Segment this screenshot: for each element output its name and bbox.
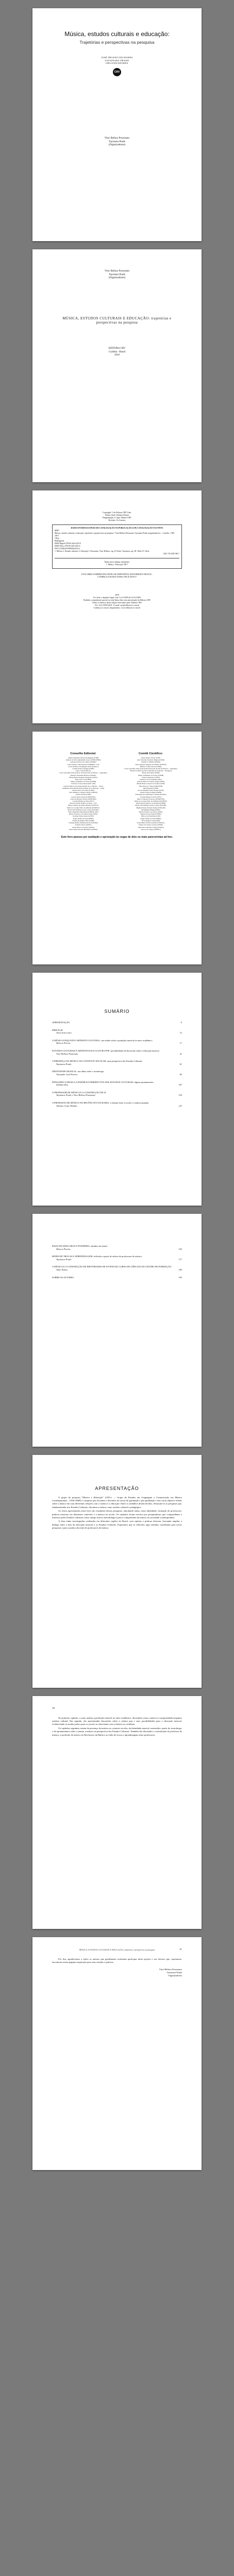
presentation-text: [52, 1496, 182, 1530]
publisher-year: 2019: [114, 354, 120, 357]
editorial-member: Maria de Lourdes Pinto de Almeida (UNOESC): [66, 806, 100, 809]
scientific-member: Silvia Regina Canan (URI): [141, 819, 160, 822]
scientific-member: Nilson José Machado (USP): [141, 815, 161, 818]
editorial-member: Paulo Romualdo Hernandes (UNIFAL-MG): [68, 811, 98, 814]
index-heading: Índice para catálogo sistemático: [104, 561, 130, 563]
editorial-council-title: Conselho Editorial:: [70, 752, 96, 755]
scientific-member: Altair Alberto Fávero (UPF): [141, 757, 161, 759]
summary-entry[interactable]: [52, 1070, 182, 1076]
copyright-line: Revisão: Os Autores: [108, 519, 126, 521]
scientific-member: Suzana dos Santos Gomes (UFMG): [138, 824, 163, 826]
summary-entry-page: 129: [178, 1094, 182, 1097]
summary-entry-page: 185: [178, 1268, 182, 1271]
summary-entry-title: SOBRE OS AUTORES: [52, 1276, 74, 1279]
summary-entry-title: PENSANDO A MÚSICA A PARTIR DA PERSPECTIVA DOS ESTUDOS CULTURAIS: alguns apontamentos: [52, 1080, 154, 1083]
scientific-member: Mônica Pereira dos Santos (UFRJ): [139, 811, 163, 814]
cover-author-short: Taysinara Prado: [108, 140, 126, 143]
summary-entry[interactable]: [52, 1039, 182, 1045]
cip-line: Bibliografia: [55, 540, 64, 542]
signature-line: Organizadores: [168, 1974, 182, 1977]
book-subtitle: Trajetórias e perspectivas na pesquisa: [79, 40, 155, 45]
editorial-council-list: [52, 757, 114, 831]
summary-entry-author: Adriano Cezar Mendes: [56, 1104, 77, 1107]
address-line: Foi feito o depósito legal conf. Lei 10.994 de 14/12/2004: [93, 596, 141, 599]
scientific-member: Najela Tavares Ujiie (UTFPR): [140, 813, 161, 816]
digital-notice: [52, 573, 182, 578]
cip-line: ISBN Físico 978-85-444-3223-6: [55, 545, 80, 547]
scientific-member: Andréia N. Militão (UEMS): [141, 761, 161, 764]
summary-entry-author: Taysinara Prado: [56, 1062, 72, 1065]
scientific-member: José de Ribamar Sousa Pereira (UCB): [138, 789, 164, 792]
summary-entry-author: Marcos Pereira: [56, 1042, 71, 1045]
editorial-member: Eduardo Fernandes Barbosa (UFMG): [70, 774, 96, 776]
summary-entry-title: ESTUDOS CULTURAIS E ARTEFATOS DA CULTURA POP: possibilidades de discussão sobre a educação musical: [52, 1049, 159, 1052]
editorial-member: Carlos Alberto Vilar Estêvão (UMINHO – PT): [67, 763, 99, 766]
editorial-member: Elione Maria Nogueira Diogenes (UFAL): [69, 776, 98, 778]
presentation-paragraph: A obra reúne investigações realizadas em diferentes regiões do Brasil, com sujeitos e práticas diversas, buscando ampliar o diálogo entre a área da educação musical e os Estudos Culturais. Esperamos que as reflexões aqui reunidas contribuam para novas pesquisas e para a prática docente de professores de música.: [52, 1520, 182, 1529]
summary-entry-author: Vitor Bellaca Pezzonato: [56, 1052, 78, 1055]
scientific-committee-title: Comitê Científico:: [138, 752, 163, 755]
scientific-member: Vânia Alves Martins Chaigar (FURG): [138, 826, 164, 828]
page-copyright: [32, 490, 202, 723]
scientific-member: Vera Lucia Gaspar (UDESC): [141, 828, 161, 831]
summary-title: SUMÁRIO: [104, 1009, 130, 1014]
digital-notice-line: ESTA OBRA TAMBÉM ENCONTRA-SE DISPONÍVEL EM FORMATO DIGITAL.: [81, 573, 153, 575]
editorial-member: Jailson Alves dos Santos (UFRJ): [72, 789, 95, 792]
editorial-member: Élsio José Corá (UFFS): [75, 778, 92, 781]
scientific-committee-list: [120, 757, 182, 831]
scientific-member: Diosnel Centurion (Univ Autónoma de Asunción – Paraguai): [130, 770, 172, 772]
scientific-member: Anna Augusta Sampaio de Oliveira (UNESP): [135, 763, 166, 766]
title-page-author: Taysinara Prado: [108, 273, 126, 276]
summary-entry[interactable]: [52, 1081, 182, 1087]
cip-line: 1. Música 2. Estudos culturais 3. Educação I. Pezzonato, Vitor Bellaca. org. II. Prado, Taysinara. org. III. Título IV. Série.: [55, 550, 150, 552]
scientific-member: Helder Buenos Aires de Carvalho (UFPI): [137, 783, 165, 785]
page-summary: [32, 973, 202, 1206]
scientific-member: Eliane Rose Maio (UEM): [142, 772, 160, 774]
scientific-member: Francisco Ari de Andrade (UFC): [139, 778, 162, 781]
cip-line: 198 p.: [55, 537, 60, 539]
editorial-member: Carmen Tereza Velanga (UNIR): [72, 768, 94, 770]
summary-entry-author: Marcos Pereira: [56, 1247, 71, 1250]
summary-entry[interactable]: [52, 1276, 182, 1279]
summary-entry-title: PREFÁCIO: [52, 1028, 63, 1031]
cip-line: ISBN Digital 978-85-444-3219-9: [55, 543, 81, 545]
page-presentation-2: [32, 1696, 202, 1929]
title-page-author: (Organizadores): [108, 277, 126, 279]
presentation-signature: [52, 1968, 182, 1977]
scientific-member: Lourdes Helena da Silva (UFV): [140, 795, 162, 798]
presentation-paragraph: Os textos apresentados neste livro são resultados dessas pesquisas, abordando temas como identidade, formação de professores, práticas musicais em diferentes contextos e a música na escola. Os capítulos foram escritos por pesquisadores que compartilham o interesse pelos Estudos Culturais como campo teórico-metodológico para a compreensão da música na sociedade contemporânea.: [52, 1510, 182, 1519]
summary-entry[interactable]: [52, 1101, 182, 1107]
publisher-city: Curitiba - Brasil: [108, 350, 126, 353]
presentation-paragraph: Por fim, agradecemos a todos os autores que gentilmente aceitaram participar deste projeto e aos leitores que, esperamos, encontrem nestas páginas inspiração para seus estudos e práticas.: [52, 1958, 182, 1964]
summary-entry[interactable]: [52, 1265, 182, 1271]
scientific-member: Fauston Negreiros (UFPI): [142, 776, 160, 778]
scientific-member: Ana Chrystina Venancio Mignot (UERJ): [137, 759, 165, 761]
editorial-member: Aldira Guimarães Duarte Domínguez (UNB): [68, 757, 99, 759]
summary-entry-page: 195: [178, 1276, 182, 1279]
editorial-member: Cesar Gerónimo Tello (Univer. Nacional Três de Febrero – Argentina): [59, 772, 107, 774]
book-title: Música, estudos culturais e educação:: [64, 30, 170, 38]
summary-entry-title: BAILE DE MÁSCARAS E PANDEMIA: atitudes em ensaio: [52, 1245, 108, 1247]
summary-entry[interactable]: [52, 1060, 182, 1065]
summary-entry-title: A PRESENÇA DA MÚSICA NO CONTEXTO ESCOLAR: uma perspectiva dos Estudos Culturais: [52, 1060, 142, 1063]
editorial-member: Tadeu Oliver Gonçalves (UFPA): [72, 826, 95, 828]
page-presentation-1: [32, 1455, 202, 1688]
summary-entry-title: A MÚSICA E A CONSTRUÇÃO DE IDENTIDADES DE JOVENS DO CURSO DE CIÊNCIAS DO CENTRO DE FORMAÇÃO: [52, 1265, 172, 1268]
scientific-member: Barbara Coelho Neves (UFBA): [140, 765, 162, 768]
copyright-line: Editor-chefe: Railson Moura: [105, 514, 129, 516]
digital-notice-line: CONHEÇA E BAIXE NOSSO APLICATIVO!: [97, 575, 137, 578]
editorial-member: Maria Cristina dos Santos Bezerra (UFSCar): [68, 804, 99, 807]
scientific-member: Maria Lília Imbiriba Sousa Colares (UFOPA): [135, 804, 166, 807]
signature-line: Vitor Bellaca Pezzonato: [159, 1968, 182, 1971]
editorial-member: Lourdes Helena da Silva (UFV): [72, 800, 94, 803]
cip-line: Música, estudos culturais e educação: trajetórias e perspectivas na pesquisa / Vitor Bellaca Pezzonato, Taysinara Prado (organizadores). – Curitiba : CRV, 2019.: [55, 532, 175, 537]
editorial-council: [52, 752, 114, 831]
summary-entry[interactable]: [52, 1091, 182, 1097]
editorial-member: Guillermo Arias Beatón (Universidade de La Havana – Cuba): [62, 787, 105, 789]
summary-entry-title: O PROFESSOR DE MÚSICA E A CONSTRUÇÃO DE SI: [52, 1091, 106, 1094]
presentation-paragraph: O grupo de pesquisa "Música e Educação" (GECe — Grupo de Estudos em Linguagem e Comunicação em Música Contemporânea – UNICAMP) é composto por docentes e discentes de cursos de graduação e pós-graduação e tem como objetivo refletir sobre a música em suas diferentes relações com a cultura e a educação. Entre os trabalhos desenvolvidos, destacam-se as pesquisas que, fundamentadas nos Estudos Culturais, discutem a música como artefato cultural e pedagógico.: [52, 1496, 182, 1509]
editorial-member: Celso Conti (UFSCar): [75, 770, 91, 772]
scientific-member: Cesar Gerónimo Tello (Universidad Nacional de Três de Febrero – Argentina): [124, 768, 177, 770]
presentation-paragraph: Os capítulos seguintes tratam da presença da música no contexto escolar, da identidade musical construída a partir do tecnobrega, e de apontamentos sobre o pensar a música na perspectiva dos Estudos Culturais. Também são discutidos a constituição do professor de música, a profissão de músico no Recôncavo da Bahia e as redes de trocas e aprendizagens entre professores.: [52, 1727, 182, 1736]
page-number: 11: [179, 1948, 182, 1951]
editorial-member: Sérgio Nunes de Jesus (IFRO): [73, 817, 94, 820]
scientific-member: Sonia Maria Ferreira Koehler (UNISAL): [137, 822, 165, 824]
scientific-member: Elizeu Clementino de Souza (UNEB): [138, 774, 164, 776]
signature-line: Taysinara Prado: [166, 1971, 182, 1974]
editorial-member: Andréia da Silva Quintanilha Sousa (UNIR/UFRN): [65, 759, 101, 761]
editorial-member: Maria Lília Imbiriba Sousa Colares (UFOPA): [68, 808, 99, 811]
summary-entry[interactable]: [52, 1255, 182, 1261]
scientific-member: Inês Bragança (UERJ): [143, 787, 159, 789]
summary-entry-page: 85: [179, 1073, 182, 1076]
copyright-line: Diagramação e Capa: Editora CRV: [102, 516, 132, 519]
editorial-member: Francisco Carlos Duarte (PUC-PR): [71, 783, 95, 785]
summary-entry-page: 61: [179, 1062, 182, 1065]
scientific-member: Maria Eurácia Barreto de Andrade (UFRB): [136, 802, 166, 805]
editorial-member: Rodrigo Pratte-Santos (UFES): [73, 815, 94, 818]
editorial-member: Leonel Severo Rocha (UNISINOS): [71, 795, 95, 798]
summary-entry-author: Aline Santos: [56, 1268, 68, 1271]
summary-entry-page: 165: [178, 1247, 182, 1250]
publisher-name: EDITORA CRV: [108, 347, 126, 350]
editorial-member: Tania Suely Azevedo Brasileiro (UFOPA): [69, 828, 98, 831]
page-councils: [32, 732, 202, 964]
cip-heading: DADOS INTERNACIONAIS DE CATALOGAÇÃO NA PUBLICAÇÃO (CIP) CATALOGAÇÃO NA FONTE: [71, 527, 163, 529]
summary-entry-title: A MÚSICA ENQUANTO ARTEFATO CULTURAL: um estudo sobre a produção musical no meio acadêmico: [52, 1039, 153, 1042]
address-line: Proibida a reprodução parcial ou total desta obra sem autorização da Editora CRV: [83, 599, 151, 601]
summary-entry-title: IDENTIDADE MUSICAL: um olhar sobre o tecnobrega: [52, 1070, 104, 1073]
cover-author-line: TAYSINARA PRADO: [105, 59, 129, 62]
editorial-member: João Adalberto Campato Junior (UNESP): [69, 791, 98, 794]
editorial-member: Antônio Pereira Gaio Júnior (UFRRJ): [70, 761, 96, 764]
page-summary-continued: [32, 1214, 202, 1447]
cover-author-line: ORGANIZADORES: [106, 62, 128, 64]
publisher-logo: CRV: [113, 68, 121, 76]
inner-title: MÚSICA, ESTUDOS CULTURAIS E EDUCAÇÃO: trajetórias e perspectivas na pesquisa: [62, 316, 172, 325]
copyright-line: Copyright © da Editora CRV Ltda.: [103, 511, 131, 514]
presentation-text: [52, 1717, 182, 1737]
editorial-member: Josania Portela (UFPI): [75, 793, 91, 796]
summary-entry-page: 147: [178, 1104, 182, 1107]
summary-entry-author: Taysinara Prado: [56, 1258, 72, 1261]
summary-entry-author: Alexandre José Pereira: [56, 1073, 78, 1076]
editorial-member: Renato Francisco dos Santos Paula (UFG): [69, 813, 98, 816]
summary-entry-author: Zuleika Silva: [56, 1083, 69, 1087]
page-number: 10: [52, 1707, 55, 1710]
summary-entry[interactable]: [52, 1049, 182, 1055]
summary-entry-page: 13: [179, 1031, 182, 1035]
summary-entry[interactable]: [52, 1029, 182, 1035]
presentation-text: [52, 1958, 182, 1964]
cip-catalog-box: [52, 524, 182, 569]
address-line: Tel.: (41) 3039-6418 - E-mail: sac@editoracrv.com.br: [94, 604, 140, 606]
summary-list-continued: [52, 1245, 182, 1279]
summary-entry-page: 177: [178, 1258, 182, 1261]
editorial-member: Elizeu Clementino de Souza (UNEB): [70, 781, 96, 783]
cip-line: DOI 10.24824/978854443223.6: [55, 548, 80, 550]
page-presentation-3: [32, 1937, 202, 2170]
cover-authors: [52, 56, 182, 65]
title-page-author: Vitor Bellaca Pezzonato: [104, 270, 130, 273]
editorial-member: Sydione Santos (UEPG): [75, 824, 92, 826]
summary-entry-author: Ana Lúcia Louro: [56, 1031, 72, 1035]
editorial-member: Solange Helena Ximenes-Rocha (UFOPA): [69, 822, 98, 824]
summary-entry-title: APRESENTAÇÃO: [52, 1021, 70, 1024]
summary-entry-page: 17: [179, 1042, 182, 1045]
cip-line: M987: [55, 530, 60, 532]
page-cover: [32, 8, 202, 241]
cover-author-short: (Organizadores): [108, 144, 126, 146]
cip-line: CDU 78 CDD 780.7: [163, 553, 179, 555]
running-head: MÚSICA, ESTUDOS CULTURAIS E EDUCAÇÃO: trajetórias e perspectivas na pesquisa: [79, 1948, 155, 1951]
editorial-member: Marcelo Paixão (UFRJ e UTexas – US): [70, 802, 97, 805]
summary-entry-author: Taysinara Prado e Vitor Bellaca Pezzonato: [56, 1094, 95, 1097]
scientific-member: Jussara Fraga Portugal (UNEB): [140, 791, 162, 794]
editorial-member: Simone Rodrigues Pinto (UNB): [72, 819, 94, 822]
editorial-member: Carlos Federico Dominguez Avila (Unieuro): [68, 765, 98, 768]
scientific-member: Maria de Lourdes Pinto de Almeida (UNOESC): [134, 800, 168, 803]
editorial-member: Lídia de Oliveira Xavier (UNIEURO): [70, 798, 96, 800]
cover-author-line: JOSÉ HELENO PALHARES: [101, 56, 133, 59]
presentation-title: APRESENTAÇÃO: [95, 1486, 139, 1491]
scientific-member: Gláucia Maria dos Santos Jorge (UFOP): [137, 781, 165, 783]
summary-entry-page: 41: [179, 1052, 182, 1055]
address-line: 2019: [115, 594, 119, 596]
peer-review-note: Este livro passou por avaliação e aprovação às cegas de dois ou mais pareceristas ad hoc.: [61, 835, 173, 839]
summary-entry-page: 9: [180, 1021, 182, 1024]
summary-entry-title: REDES DE TROCAS E APRENDIZAGEM: reflexões a partir de relatos de professores de música: [52, 1255, 142, 1258]
cover-author-short: Vitor Bellaca Pezzonato: [104, 137, 130, 140]
scientific-member: Kilwangy Kya Kapitango-a-Samba (Unemat): [135, 793, 166, 796]
address-line: Todos os direitos desta edição reservados pela: Editora CRV: [92, 601, 142, 604]
document-viewer: [0, 8, 234, 2178]
summary-entry[interactable]: [52, 1245, 182, 1250]
scientific-member: Sérgio Nunes de Jesus (IFRO): [140, 817, 161, 820]
summary-entry[interactable]: [52, 1021, 182, 1024]
copyright-block: [52, 511, 182, 521]
address-line: Conheça os nossos lançamentos: www.editoracrv.com.br: [93, 606, 141, 609]
scientific-member: Míghian Danae Ferreira Nunes (UNILAB): [136, 806, 165, 809]
scientific-member: Marcos Vinicius Francisco (UNOESTE): [137, 798, 165, 800]
summary-entry-title: A PROFISSÃO DE MÚSICO NO RECÔNCAVO DA BAHIA: a relação entre a escola e a música popular: [52, 1101, 149, 1104]
scientific-member: Ilma Passos A. Veiga (UNICEUB): [139, 785, 163, 787]
summary-list: [52, 1021, 182, 1107]
page-title-page: [32, 249, 202, 482]
scientific-member: Mohammed Elhajji (UFRJ): [141, 808, 160, 811]
presentation-paragraph: No primeiro capítulo, o autor analisa a produção musical no meio acadêmico, discutindo como a música é compreendida enquanto artefato cultural. Em seguida, são apresentadas discussões sobre a cultura pop e suas possibilidades para a educação musical, evidenciando os modos pelos quais os jovens se relacionam com a música no cotidiano.: [52, 1717, 182, 1726]
summary-entry-page: 107: [178, 1083, 182, 1087]
index-line: 1. Música - Educação 780.7: [106, 564, 128, 566]
address-block: [52, 594, 182, 609]
editorial-member: Gloria Fariñas León (Universidade de La Havana – Cuba): [63, 785, 103, 787]
scientific-committee: [120, 752, 182, 831]
